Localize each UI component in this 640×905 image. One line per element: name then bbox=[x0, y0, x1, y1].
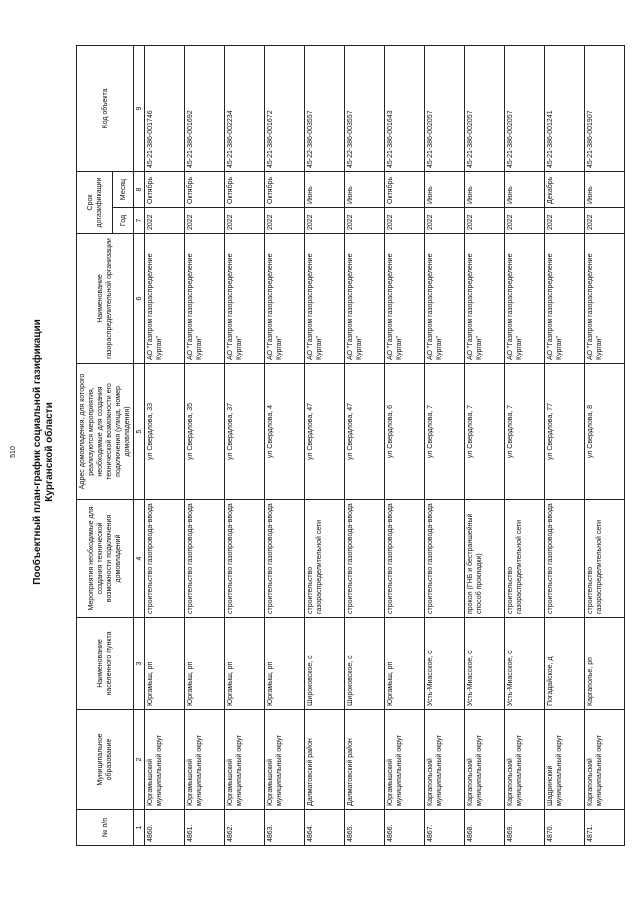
settlement-cell: Широковское, с bbox=[345, 618, 385, 710]
settlement-cell: Погадайское, д bbox=[545, 618, 585, 710]
row-number: 4871. bbox=[585, 810, 625, 846]
year-cell: 2022 bbox=[545, 208, 585, 234]
municipality-cell: Каргапольский муниципальный округ bbox=[505, 710, 545, 810]
year-cell: 2022 bbox=[345, 208, 385, 234]
organization-cell: АО "Газпром газораспределение Курган" bbox=[385, 234, 425, 364]
organization-cell: АО "Газпром газораспределение Курган" bbox=[425, 234, 465, 364]
measure-cell: прокол (ГНБ и бестраншейный способ прокладки) bbox=[465, 500, 505, 618]
municipality-cell: Юргамышский муниципальный округ bbox=[225, 710, 265, 810]
table-row bbox=[385, 46, 425, 846]
table-body bbox=[145, 46, 625, 846]
header-number: № п/п bbox=[77, 810, 134, 846]
settlement-cell: Юргамыш, рп bbox=[185, 618, 225, 710]
measure-cell: строительство газопровода-ввода bbox=[265, 500, 305, 618]
object-code-cell: 45-22-386-003557 bbox=[345, 46, 385, 172]
year-cell: 2022 bbox=[185, 208, 225, 234]
year-cell: 2022 bbox=[585, 208, 625, 234]
month-cell: Июнь bbox=[345, 172, 385, 208]
row-number: 4868. bbox=[465, 810, 505, 846]
year-cell: 2022 bbox=[145, 208, 185, 234]
month-cell: Декабрь bbox=[545, 172, 585, 208]
row-number: 4865. bbox=[345, 810, 385, 846]
row-number: 4866. bbox=[385, 810, 425, 846]
month-cell: Июнь bbox=[425, 172, 465, 208]
header-address: Адрес домовладения, для которого реализуются мероприятия, необходимые для создания технической возможности его подключения (улица, номер домовладения) bbox=[77, 364, 134, 500]
table-row bbox=[345, 46, 385, 846]
row-number: 4864. bbox=[305, 810, 345, 846]
month-cell: Октябрь bbox=[185, 172, 225, 208]
municipality-cell: Каргапольский муниципальный округ bbox=[585, 710, 625, 810]
address-cell: ул Свердлова, 35 bbox=[185, 364, 225, 500]
month-cell: Октябрь bbox=[145, 172, 185, 208]
row-number: 4869. bbox=[505, 810, 545, 846]
header-year: Год bbox=[113, 208, 134, 234]
table-row bbox=[305, 46, 345, 846]
municipality-cell: Юргамышский муниципальный округ bbox=[185, 710, 225, 810]
settlement-cell: Юргамыш, рп bbox=[145, 618, 185, 710]
address-cell: ул Свердлова, 7 bbox=[465, 364, 505, 500]
object-code-cell: 45-21-386-001907 bbox=[585, 46, 625, 172]
page-number: 510 bbox=[10, 446, 17, 458]
address-cell: ул Свердлова, 7 bbox=[505, 364, 545, 500]
measure-cell: строительство газораспределительной сети bbox=[305, 500, 345, 618]
col-number: 6 bbox=[134, 234, 145, 364]
row-number: 4867. bbox=[425, 810, 465, 846]
month-cell: Октябрь bbox=[385, 172, 425, 208]
address-cell: ул Свердлова, 4 bbox=[265, 364, 305, 500]
header-organization: Наименование газораспределительной организации bbox=[77, 234, 134, 364]
municipality-cell: Каргапольский муниципальный округ bbox=[425, 710, 465, 810]
address-cell: ул Свердлова, 8 bbox=[585, 364, 625, 500]
object-code-cell: 45-21-386-001672 bbox=[265, 46, 305, 172]
month-cell: Июнь bbox=[305, 172, 345, 208]
header-measures: Мероприятия необходимые для создания технической возможности подключения домовладений bbox=[77, 500, 134, 618]
header-municipality: Муниципальное образование bbox=[77, 710, 134, 810]
column-numbers-row bbox=[134, 46, 145, 846]
organization-cell: АО "Газпром газораспределение Курган" bbox=[145, 234, 185, 364]
col-number: 5 bbox=[134, 364, 145, 500]
object-code-cell: 45-21-386-002057 bbox=[505, 46, 545, 172]
address-cell: ул Свердлова, 33 bbox=[145, 364, 185, 500]
address-cell: ул Свердлова, 7 bbox=[425, 364, 465, 500]
gasification-table bbox=[76, 45, 625, 846]
month-cell: Октябрь bbox=[225, 172, 265, 208]
settlement-cell: Каргаполье, рп bbox=[585, 618, 625, 710]
object-code-cell: 45-21-386-002057 bbox=[465, 46, 505, 172]
organization-cell: АО "Газпром газораспределение Курган" bbox=[305, 234, 345, 364]
municipality-cell: Юргамышский муниципальный округ bbox=[385, 710, 425, 810]
address-cell: ул Свердлова, 47 bbox=[345, 364, 385, 500]
table-row bbox=[545, 46, 585, 846]
col-number: 1 bbox=[134, 810, 145, 846]
year-cell: 2022 bbox=[505, 208, 545, 234]
header-month: Месяц bbox=[113, 172, 134, 208]
measure-cell: строительство газопровода-ввода bbox=[345, 500, 385, 618]
row-number: 4861. bbox=[185, 810, 225, 846]
header-deadline: Срок догазификации bbox=[77, 172, 113, 234]
table-row bbox=[145, 46, 185, 846]
col-number: 3 bbox=[134, 618, 145, 710]
rotated-page bbox=[10, 22, 630, 882]
organization-cell: АО "Газпром газораспределение Курган" bbox=[585, 234, 625, 364]
month-cell: Июнь bbox=[465, 172, 505, 208]
measure-cell: строительство газопровода-ввода bbox=[425, 500, 465, 618]
settlement-cell: Усть-Миасское, с bbox=[465, 618, 505, 710]
settlement-cell: Усть-Миасское, с bbox=[425, 618, 465, 710]
object-code-cell: 45-21-386-001643 bbox=[385, 46, 425, 172]
year-cell: 2022 bbox=[385, 208, 425, 234]
municipality-cell: Далматовский район bbox=[345, 710, 385, 810]
municipality-cell: Юргамышский муниципальный округ bbox=[265, 710, 305, 810]
row-number: 4870. bbox=[545, 810, 585, 846]
measure-cell: строительство газопровода-ввода bbox=[145, 500, 185, 618]
organization-cell: АО "Газпром газораспределение Курган" bbox=[225, 234, 265, 364]
table-row bbox=[265, 46, 305, 846]
settlement-cell: Широковское, с bbox=[305, 618, 345, 710]
row-number: 4863. bbox=[265, 810, 305, 846]
settlement-cell: Юргамыш, рп bbox=[225, 618, 265, 710]
settlement-cell: Юргамыш, рп bbox=[385, 618, 425, 710]
year-cell: 2022 bbox=[425, 208, 465, 234]
organization-cell: АО "Газпром газораспределение Курган" bbox=[345, 234, 385, 364]
measure-cell: строительство газораспределительной сети bbox=[505, 500, 545, 618]
object-code-cell: 45-21-386-002057 bbox=[425, 46, 465, 172]
measure-cell: строительство газопровода-ввода bbox=[225, 500, 265, 618]
table-row bbox=[505, 46, 545, 846]
year-cell: 2022 bbox=[225, 208, 265, 234]
table-row bbox=[425, 46, 465, 846]
organization-cell: АО "Газпром газораспределение Курган" bbox=[465, 234, 505, 364]
header-object-code: Код объекта bbox=[77, 46, 134, 172]
table-row bbox=[225, 46, 265, 846]
document-title bbox=[32, 22, 56, 882]
col-number: 4 bbox=[134, 500, 145, 618]
year-cell: 2022 bbox=[265, 208, 305, 234]
measure-cell: строительство газопровода-ввода bbox=[385, 500, 425, 618]
organization-cell: АО "Газпром газораспределение Курган" bbox=[545, 234, 585, 364]
header-row bbox=[77, 46, 113, 846]
object-code-cell: 45-21-386-001241 bbox=[545, 46, 585, 172]
month-cell: Июнь bbox=[585, 172, 625, 208]
organization-cell: АО "Газпром газораспределение Курган" bbox=[185, 234, 225, 364]
municipality-cell: Каргапольский муниципальный округ bbox=[465, 710, 505, 810]
municipality-cell: Шадринский муниципальный округ bbox=[545, 710, 585, 810]
settlement-cell: Усть-Миасское, с bbox=[505, 618, 545, 710]
year-cell: 2022 bbox=[305, 208, 345, 234]
address-cell: ул Свердлова, 77 bbox=[545, 364, 585, 500]
object-code-cell: 45-21-386-001746 bbox=[145, 46, 185, 172]
object-code-cell: 45-21-386-001692 bbox=[185, 46, 225, 172]
table-row bbox=[585, 46, 625, 846]
title-line-1: Пообъектный план-график социальной газификации bbox=[32, 319, 43, 585]
address-cell: ул Свердлова, 47 bbox=[305, 364, 345, 500]
month-cell: Октябрь bbox=[265, 172, 305, 208]
object-code-cell: 45-22-386-003557 bbox=[305, 46, 345, 172]
col-number: 9 bbox=[134, 46, 145, 172]
address-cell: ул Свердлова, 37 bbox=[225, 364, 265, 500]
address-cell: ул Свердлова, 6 bbox=[385, 364, 425, 500]
col-number: 2 bbox=[134, 710, 145, 810]
col-number: 7 bbox=[134, 208, 145, 234]
table-row bbox=[185, 46, 225, 846]
settlement-cell: Юргамыш, рп bbox=[265, 618, 305, 710]
month-cell: Июнь bbox=[505, 172, 545, 208]
measure-cell: строительство газораспределительной сети bbox=[585, 500, 625, 618]
organization-cell: АО "Газпром газораспределение Курган" bbox=[505, 234, 545, 364]
table-row bbox=[465, 46, 505, 846]
organization-cell: АО "Газпром газораспределение Курган" bbox=[265, 234, 305, 364]
title-line-2: Курганской области bbox=[44, 402, 55, 502]
measure-cell: строительство газопровода-ввода bbox=[185, 500, 225, 618]
object-code-cell: 45-21-386-002234 bbox=[225, 46, 265, 172]
measure-cell: строительство газопровода-ввода bbox=[545, 500, 585, 618]
year-cell: 2022 bbox=[465, 208, 505, 234]
municipality-cell: Далматовский район bbox=[305, 710, 345, 810]
municipality-cell: Юргамышский муниципальный округ bbox=[145, 710, 185, 810]
row-number: 4862. bbox=[225, 810, 265, 846]
col-number: 8 bbox=[134, 172, 145, 208]
header-settlement: Наименование населенного пункта bbox=[77, 618, 134, 710]
row-number: 4860. bbox=[145, 810, 185, 846]
